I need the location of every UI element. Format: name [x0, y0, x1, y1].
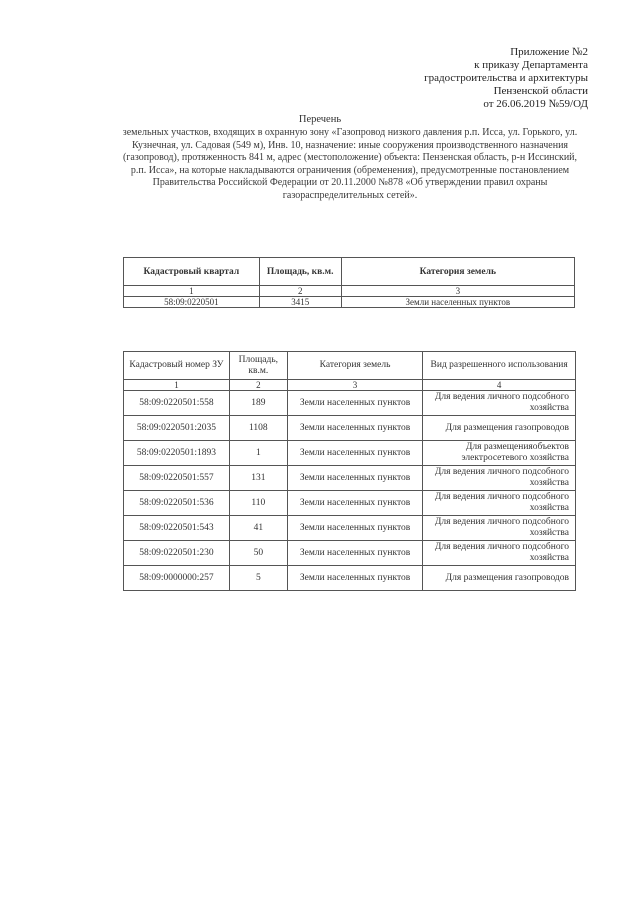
table-row [124, 516, 576, 541]
table-row [124, 541, 576, 566]
header-cadastral-quarter: Кадастровый квартал [124, 258, 260, 286]
land-category-cell: Земли населенных пунктов [287, 416, 423, 441]
document-title: Перечень [298, 114, 342, 125]
table-row [124, 416, 576, 441]
permitted-use-cell: Для ведения личного подсобного хозяйства [423, 391, 576, 416]
header-area: Площадь, кв.м. [259, 258, 341, 286]
table-row [124, 297, 575, 308]
permitted-use-cell: Для ведения личного подсобного хозяйства [423, 541, 576, 566]
column-number: 2 [229, 380, 287, 391]
area-cell: 41 [229, 516, 287, 541]
land-category-cell: Земли населенных пунктов [287, 541, 423, 566]
land-category-cell: Земли населенных пунктов [287, 391, 423, 416]
department-name: градостроительства и архитектуры [424, 72, 588, 84]
land-category-cell: Земли населенных пунктов [287, 466, 423, 491]
column-number: 3 [341, 286, 574, 297]
land-category-cell: Земли населенных пунктов [287, 516, 423, 541]
cadastral-number-cell: 58:09:0220501:536 [124, 491, 230, 516]
table-row [124, 566, 576, 591]
cadastral-number-cell: 58:09:0220501:557 [124, 466, 230, 491]
cadastral-quarter-table [123, 257, 575, 308]
permitted-use-cell: Для ведения личного подсобного хозяйства [423, 491, 576, 516]
area-cell: 3415 [259, 297, 341, 308]
header-permitted-use: Вид разрешенного использования [423, 352, 576, 380]
order-reference: к приказу Департамента [474, 59, 588, 71]
document-description: земельных участков, входящих в охранную зону «Газопровод низкого давления р.п. Исса, ул. Горького, ул. Кузнечная, ул. Садовая (549 м), Инв. 10, назначение: иные сооружения производственного назначения (газопровод), протяженность 841 м, адрес (местоположение) объекта: Пензенская область, р-н Иссинский, р.п. Исса», на которые накладываются ограничения (обременения), предусмотренные постановлением Правительства Российской Федерации от 20.11.2000 №878 «Об утверждении правил охраны газораспределительных сетей». [122, 127, 578, 201]
area-cell: 5 [229, 566, 287, 591]
header-land-category: Категория земель [341, 258, 574, 286]
permitted-use-cell: Для размещения газопроводов [423, 416, 576, 441]
column-number: 2 [259, 286, 341, 297]
permitted-use-cell: Для ведения личного подсобного хозяйства [423, 466, 576, 491]
permitted-use-cell: Для ведения личного подсобного хозяйства [423, 516, 576, 541]
cadastral-number-cell: 58:09:0220501:2035 [124, 416, 230, 441]
appendix-header [388, 46, 588, 111]
header-cadastral-number: Кадастровый номер ЗУ [124, 352, 230, 380]
cadastral-number-cell: 58:09:0220501:543 [124, 516, 230, 541]
cadastral-number-cell: 58:09:0220501:230 [124, 541, 230, 566]
region-name: Пензенской области [493, 85, 588, 97]
cadastral-number-cell: 58:09:0000000:257 [124, 566, 230, 591]
land-category-cell: Земли населенных пунктов [287, 441, 423, 466]
cadastral-number-cell: 58:09:0220501:1893 [124, 441, 230, 466]
appendix-number: Приложение №2 [510, 46, 588, 58]
column-numbers-row [124, 286, 575, 297]
header-land-category: Категория земель [287, 352, 423, 380]
table-row [124, 391, 576, 416]
area-cell: 50 [229, 541, 287, 566]
cadastral-quarter-cell: 58:09:0220501 [124, 297, 260, 308]
table-row [124, 491, 576, 516]
land-category-cell: Земли населенных пунктов [341, 297, 574, 308]
cadastral-number-cell: 58:09:0220501:558 [124, 391, 230, 416]
header-area: Площадь, кв.м. [229, 352, 287, 380]
order-date-number: от 26.06.2019 №59/ОД [483, 98, 588, 110]
column-number: 3 [287, 380, 423, 391]
column-number: 1 [124, 286, 260, 297]
permitted-use-cell: Для размещения газопроводов [423, 566, 576, 591]
column-number: 1 [124, 380, 230, 391]
area-cell: 131 [229, 466, 287, 491]
area-cell: 189 [229, 391, 287, 416]
column-numbers-row [124, 380, 576, 391]
area-cell: 1 [229, 441, 287, 466]
land-category-cell: Земли населенных пунктов [287, 566, 423, 591]
permitted-use-cell: Для размещенияобъектов электросетевого хозяйства [423, 441, 576, 466]
area-cell: 110 [229, 491, 287, 516]
column-number: 4 [423, 380, 576, 391]
land-plots-table [123, 351, 576, 591]
table-row [124, 466, 576, 491]
table-row [124, 441, 576, 466]
land-category-cell: Земли населенных пунктов [287, 491, 423, 516]
area-cell: 1108 [229, 416, 287, 441]
